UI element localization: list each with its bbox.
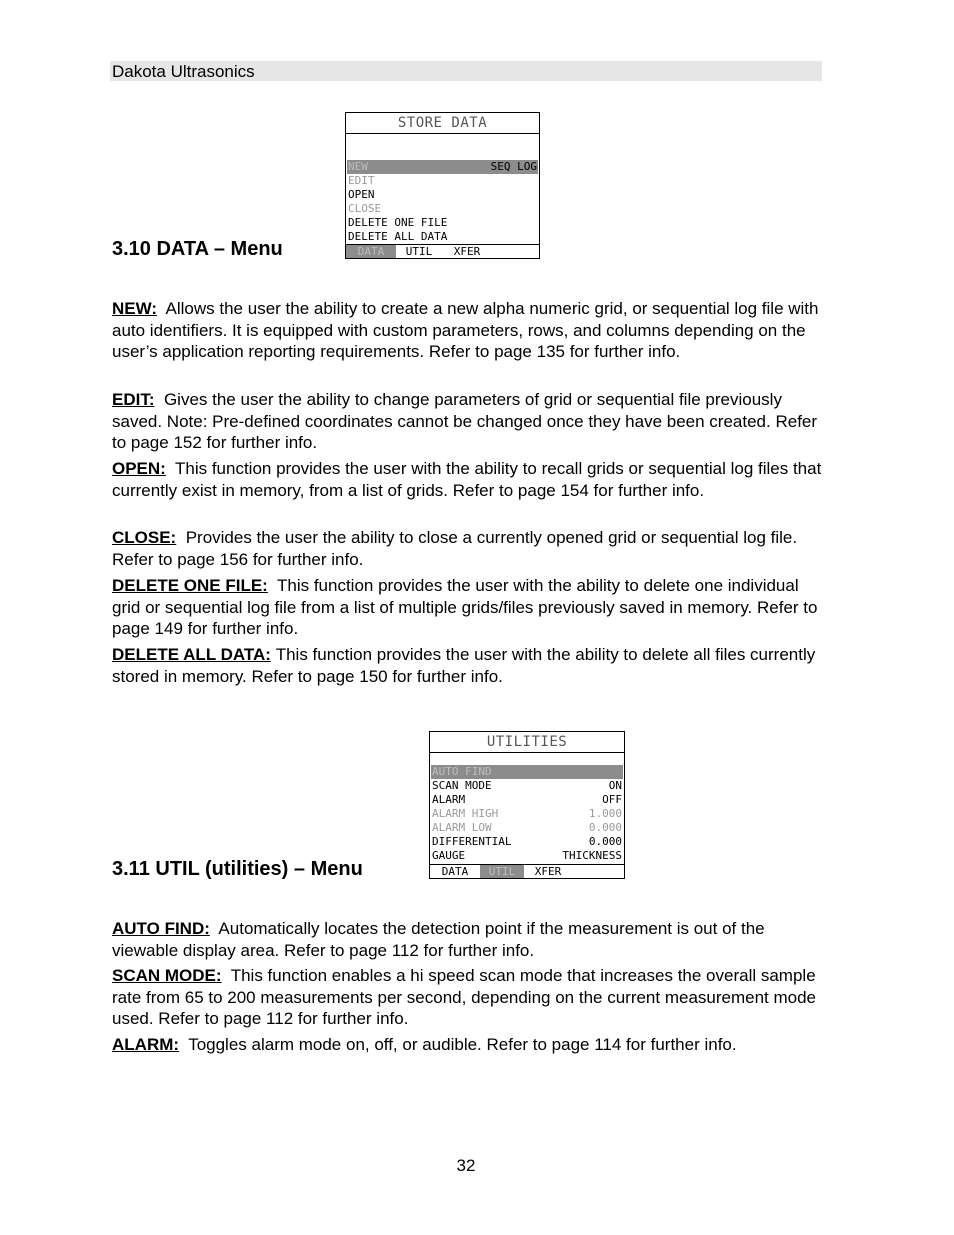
company-name: Dakota Ultrasonics: [112, 62, 255, 81]
tab-data[interactable]: DATA: [346, 245, 396, 258]
store-data-screen: [345, 112, 540, 259]
screen-tab-bar: [430, 864, 624, 878]
definition-alarm: ALARM: Toggles alarm mode on, off, or audible. Refer to page 114 for further info.: [112, 1035, 737, 1054]
menu-row-differential[interactable]: DIFFERENTIAL 0.000: [432, 835, 622, 848]
screen-title: UTILITIES: [486, 734, 568, 750]
definition-delete-all-data: DELETE ALL DATA: This function provides the user with the ability to delete all files currently stored in memory. Refer to page 150 for further info.: [112, 645, 816, 686]
menu-row-alarm-low[interactable]: ALARM LOW 0.000: [432, 821, 622, 834]
tab-util[interactable]: UTIL: [480, 865, 524, 878]
menu-row-open[interactable]: OPEN: [348, 188, 375, 201]
tab-util[interactable]: UTIL: [405, 245, 433, 258]
menu-row-gauge[interactable]: GAUGE THICKNESS: [432, 849, 622, 862]
definition-new: NEW: Allows the user the ability to create a new alpha numeric grid, or sequential log file with auto identifiers. It is equipped with custom parameters, rows, and columns depending on the user’s application reporting requirements. Refer to page 135 for further info.: [112, 299, 819, 361]
definition-delete-one-file: DELETE ONE FILE: This function provides the user with the ability to delete one individual grid or sequential log file from a list of multiple grids/files previously saved in memory. Refer to page 149 for further info.: [112, 576, 818, 638]
definition-close: CLOSE: Provides the user the ability to close a currently opened grid or sequential log file. Refer to page 156 for further info.: [112, 528, 798, 569]
section-heading-util-menu: 3.11 UTIL (utilities) – Menu: [112, 858, 363, 880]
running-header: [110, 61, 822, 81]
screen-tab-bar: [346, 244, 539, 258]
tab-data[interactable]: DATA: [441, 865, 469, 878]
menu-row-auto-find[interactable]: AUTO FIND: [431, 765, 623, 779]
menu-row-delete-one-file[interactable]: DELETE ONE FILE: [348, 216, 448, 229]
menu-row-close[interactable]: CLOSE: [348, 202, 382, 215]
menu-row-new[interactable]: NEW SEQ LOG: [348, 160, 537, 173]
menu-row-delete-all-data[interactable]: DELETE ALL DATA: [348, 230, 448, 243]
screen-title: STORE DATA: [397, 115, 488, 131]
definition-edit: EDIT: Gives the user the ability to change parameters of grid or sequential file previously saved. Note: Pre-defined coordinates cannot be changed once they have been created. Refer to page 152 for further info.: [112, 390, 818, 452]
menu-row-alarm[interactable]: ALARM OFF: [432, 793, 622, 806]
utilities-screen: [429, 731, 625, 879]
tab-xfer[interactable]: XFER: [534, 865, 562, 878]
menu-row-alarm-high[interactable]: ALARM HIGH 1.000: [432, 807, 622, 820]
menu-row-scan-mode[interactable]: SCAN MODE ON: [432, 779, 622, 792]
definition-scan-mode: SCAN MODE: This function enables a hi speed scan mode that increases the overall sample rate from 65 to 200 measurements per second, depending on the current measurement mode used. Refer to page 112 for further info.: [112, 966, 817, 1028]
page-number: 32: [456, 1156, 476, 1175]
definition-auto-find: AUTO FIND: Automatically locates the detection point if the measurement is out of the viewable display area. Refer to page 112 for further info.: [112, 919, 765, 960]
section-heading-data-menu: 3.10 DATA – Menu: [112, 238, 283, 260]
tab-xfer[interactable]: XFER: [453, 245, 481, 258]
definition-open: OPEN: This function provides the user with the ability to recall grids or sequential log files that currently exist in memory, from a list of grids. Refer to page 154 for further info.: [112, 459, 822, 500]
menu-row-edit[interactable]: EDIT: [348, 174, 375, 187]
